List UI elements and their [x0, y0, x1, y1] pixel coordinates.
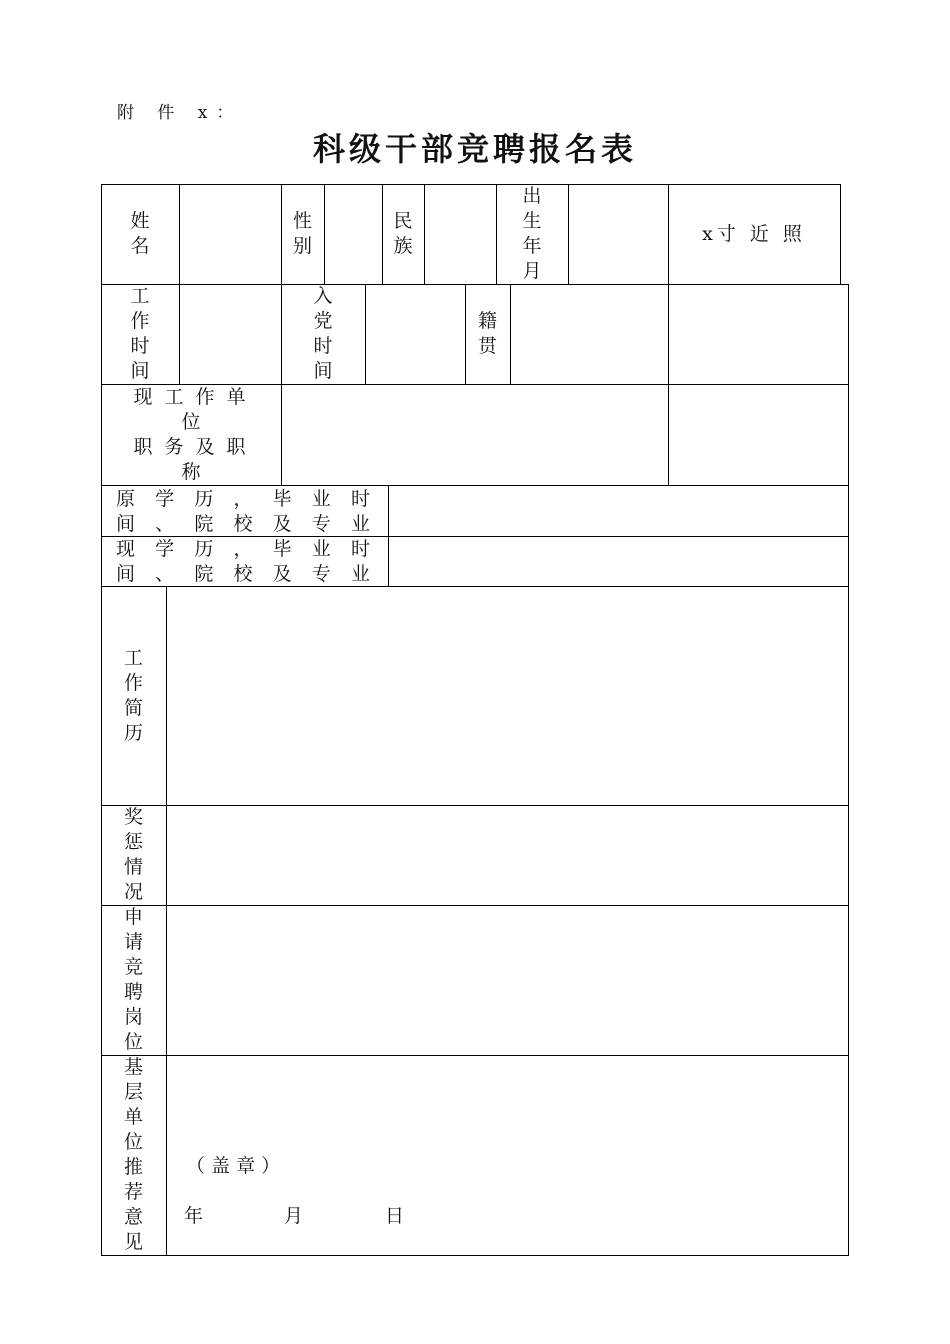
current-education-line-2: 间 、 院 校 及 专 业 — [116, 563, 370, 585]
gender-label: 性别 — [292, 210, 312, 257]
apply-post-label: 申请竞聘岗位 — [123, 906, 143, 1053]
ethnicity-label: 民族 — [393, 210, 413, 257]
original-education-line-2: 间 、 院 校 及 专 业 — [116, 513, 370, 535]
awards-label: 奖惩情况 — [123, 806, 143, 903]
birth-date-label: 出生年月 — [522, 185, 542, 282]
party-join-label: 入党时间 — [313, 285, 333, 382]
work-resume-label: 工作简历 — [123, 646, 143, 744]
date-day: 日 — [385, 1205, 405, 1227]
original-education-label — [116, 487, 370, 537]
recommendation-label: 基层单位推荐意见 — [123, 1056, 143, 1253]
current-education-label — [116, 537, 370, 587]
attachment-label: 附 件 x： — [117, 103, 243, 123]
photo-placeholder: x寸 近 照 — [702, 222, 806, 245]
native-place-label: 籍贯 — [477, 310, 497, 357]
current-education-line-1: 现 学 历 ， 毕 业 时 — [116, 538, 370, 560]
seal-stamp: （ 盖 章 ） — [186, 1155, 281, 1177]
date-year: 年 — [184, 1205, 204, 1227]
name-label: 姓名 — [130, 210, 150, 257]
original-education-line-1: 原 学 历 ， 毕 业 时 — [116, 488, 370, 510]
work-start-label: 工作时间 — [130, 285, 150, 382]
date-month: 月 — [284, 1205, 304, 1227]
unit-title-label: 现 工 作 单 位 职 务 及 职 称 — [133, 385, 249, 483]
form-title: 科级干部竞聘报名表 — [312, 130, 637, 168]
